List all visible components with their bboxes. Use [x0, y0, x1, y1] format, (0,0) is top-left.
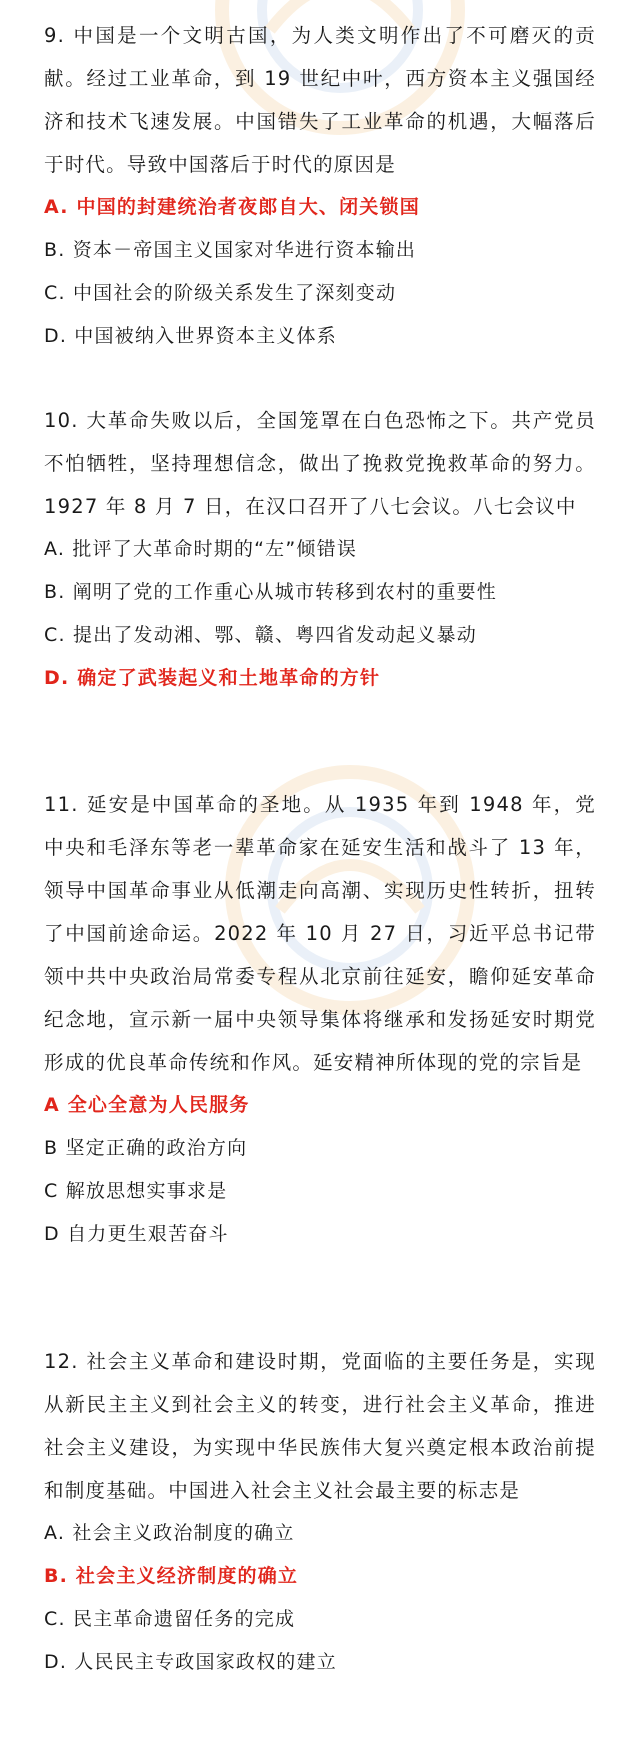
option-b: B. 资本－帝国主义国家对华进行资本输出: [44, 239, 417, 261]
option-b: B. 社会主义经济制度的确立: [44, 1565, 299, 1587]
option-c: C. 提出了发动湘、鄂、赣、粤四省发动起义暴动: [44, 624, 477, 646]
question-stem: 10. 大革命失败以后，全国笼罩在白色恐怖之下。共产党员不怕牺牲，坚持理想信念，做出了挽救党挽救革命的努力。1927 年 8 月 7 日，在汉口召开了八七会议。八七会议中: [44, 409, 596, 518]
option-d: D 自力更生艰苦奋斗: [44, 1223, 229, 1245]
option-b: B 坚定正确的政治方向: [44, 1137, 248, 1159]
question-9: [44, 14, 596, 358]
question-stem: 12. 社会主义革命和建设时期，党面临的主要任务是，实现从新民主主义到社会主义的转变，进行社会主义革命，推进社会主义建设，为实现中华民族伟大复兴奠定根本政治前提和制度基础。中国进入社会主义社会最主要的标志是: [44, 1350, 596, 1502]
option-d: D. 中国被纳入世界资本主义体系: [44, 325, 337, 347]
question-10: [44, 399, 596, 700]
option-a: A. 社会主义政治制度的确立: [44, 1522, 295, 1544]
option-d: D. 人民民主专政国家政权的建立: [44, 1651, 337, 1673]
option-b: B. 阐明了党的工作重心从城市转移到农村的重要性: [44, 581, 497, 603]
option-a: A. 中国的封建统治者夜郎自大、闭关锁国: [44, 196, 420, 218]
option-a: A 全心全意为人民服务: [44, 1094, 250, 1116]
option-c: C. 中国社会的阶级关系发生了深刻变动: [44, 282, 397, 304]
option-c: C 解放思想实事求是: [44, 1180, 228, 1202]
question-stem: 9. 中国是一个文明古国，为人类文明作出了不可磨灭的贡献。经过工业革命，到 19 世纪中叶，西方资本主义强国经济和技术飞速发展。中国错失了工业革命的机遇，大幅落后于时代。导致中国落后于时代的原因是: [44, 24, 596, 176]
question-11: [44, 783, 596, 1256]
option-d: D. 确定了武装起义和土地革命的方针: [44, 667, 381, 689]
option-a: A. 批评了大革命时期的“左”倾错误: [44, 538, 358, 560]
question-12: [44, 1340, 596, 1684]
option-c: C. 民主革命遗留任务的完成: [44, 1608, 296, 1630]
question-stem: 11. 延安是中国革命的圣地。从 1935 年到 1948 年，党中央和毛泽东等老一辈革命家在延安生活和战斗了 13 年，领导中国革命事业从低潮走向高潮、实现历史性转折，扭转了中国前途命运。2022 年 10 月 27 日，习近平总书记带领中共中央政治局常委专程从北京前往延安，瞻仰延安革命纪念地，宣示新一届中央领导集体将继承和发扬延安时期党形成的优良革命传统和作风。延安精神所体现的党的宗旨是: [44, 793, 596, 1074]
